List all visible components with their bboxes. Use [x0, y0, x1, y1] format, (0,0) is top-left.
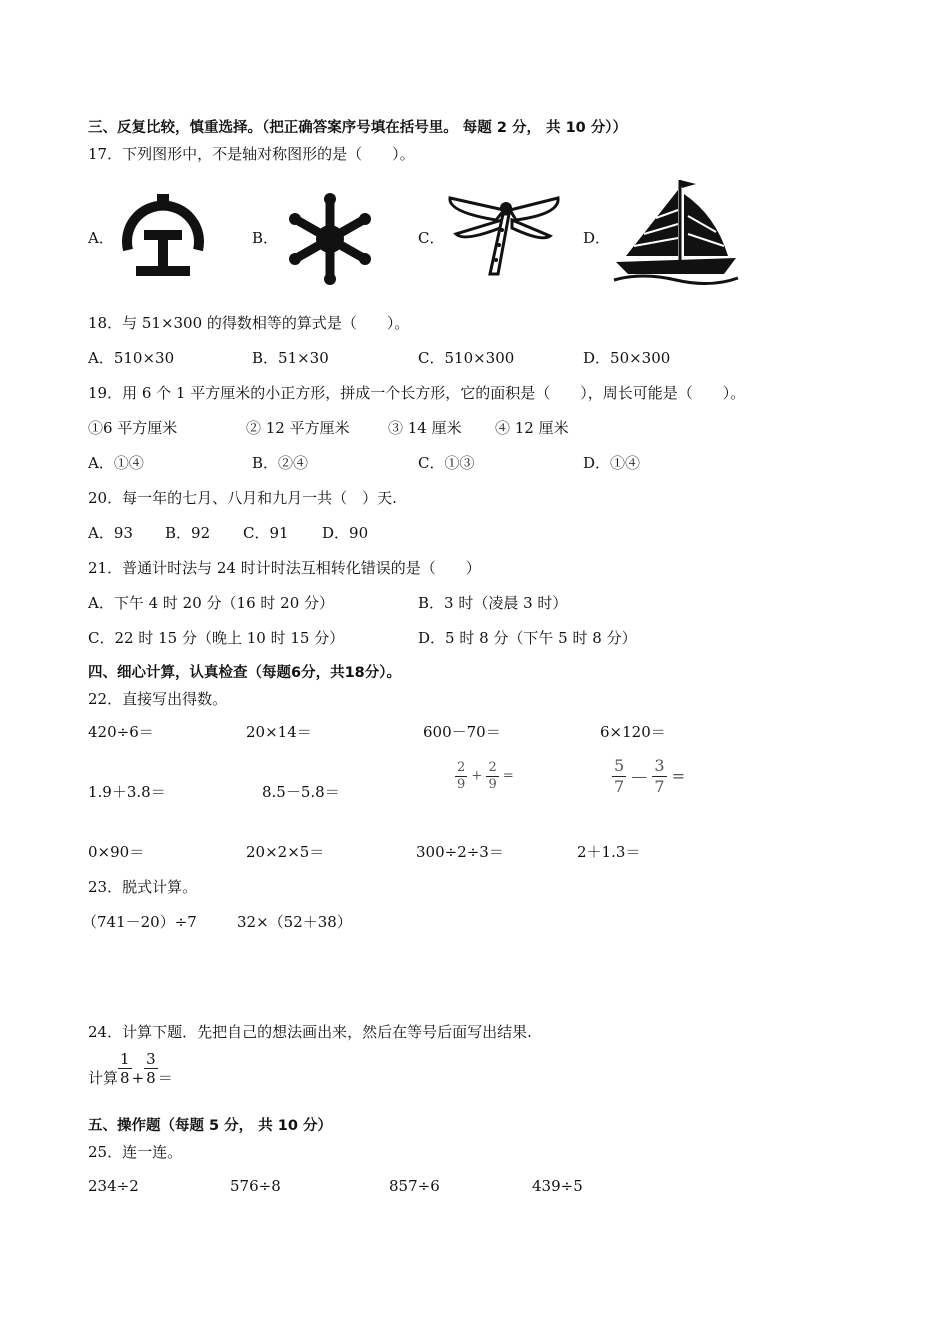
q18-option-a: A．510×30: [88, 349, 175, 367]
q19-item-4: ④ 12 厘米: [495, 419, 569, 437]
section-3-title: 三、反复比较，慎重选择。（把正确答案序号填在括号里。 每题 2 分， 共 10 分））: [88, 120, 628, 136]
q19-stem: 19．用 6 个 1 平方厘米的小正方形，拼成一个长方形，它的面积是（ ），周长可能是（ ）。: [88, 384, 746, 402]
q25-item-4: 439÷5: [532, 1177, 583, 1195]
q20-stem: 20．每一年的七月、八月和九月一共（ ）天.: [88, 489, 397, 507]
section-4-title: 四、细心计算，认真检查（每题6分，共18分）。: [88, 665, 402, 681]
q19-item-1: ①6 平方厘米: [88, 419, 178, 437]
plus-sign: +: [471, 768, 483, 784]
fraction-numerator: 5: [614, 756, 625, 775]
fraction-numerator: 3: [146, 1050, 156, 1068]
fraction-denominator: 7: [614, 777, 625, 796]
q22-fraction-sum: [455, 760, 514, 793]
fraction-numerator: 2: [488, 760, 497, 775]
q25-item-1: 234÷2: [88, 1177, 139, 1195]
section-5-title: 五、操作题（每题 5 分， 共 10 分）: [88, 1118, 333, 1134]
q22-r3-4: 2＋1.3＝: [577, 843, 641, 861]
fraction-numerator: 3: [654, 756, 665, 775]
q22-r1-2: 20×14＝: [246, 723, 312, 741]
q23-item-1: （741－20）÷7: [82, 913, 197, 931]
q18-option-b: B．51×30: [252, 349, 329, 367]
q21-option-c: C．22 时 15 分（晚上 10 时 15 分）: [88, 629, 345, 647]
q17-stem: 17．下列图形中，不是轴对称图形的是（ ）。: [88, 145, 415, 163]
fraction-denominator: 8: [146, 1069, 156, 1087]
fraction-numerator: 1: [120, 1050, 130, 1068]
q19-option-d: D．①④: [583, 454, 641, 472]
q22-r1-1: 420÷6＝: [88, 723, 154, 741]
q22-r1-3: 600－70＝: [423, 723, 501, 741]
q24-prefix: 计算: [88, 1069, 119, 1087]
minus-sign: —: [631, 766, 648, 786]
q20-option-d: D．90: [322, 524, 369, 542]
q22-stem: 22．直接写出得数。: [88, 690, 228, 708]
snowflake-icon: [282, 192, 378, 286]
q18-option-c: C．510×300: [418, 349, 515, 367]
fraction-denominator: 7: [654, 777, 665, 796]
q17-option-a-label: A．: [88, 229, 114, 247]
q19-option-c: C．①③: [418, 454, 475, 472]
fraction-denominator: 9: [457, 777, 466, 792]
fraction-denominator: 8: [120, 1069, 130, 1087]
q22-r3-1: 0×90＝: [88, 843, 145, 861]
equals-sign: =: [671, 766, 686, 786]
fraction-denominator: 9: [488, 777, 497, 792]
q25-stem: 25．连一连。: [88, 1143, 183, 1161]
equals-sign: =: [502, 768, 514, 784]
q25-item-3: 857÷6: [389, 1177, 440, 1195]
q18-option-d: D．50×300: [583, 349, 671, 367]
q20-option-b: B．92: [165, 524, 211, 542]
q21-stem: 21．普通计时法与 24 时计时法互相转化错误的是（ ）: [88, 559, 481, 577]
q23-stem: 23．脱式计算。: [88, 878, 198, 896]
q22-r1-4: 6×120＝: [600, 723, 666, 741]
q22-r3-3: 300÷2÷3＝: [416, 843, 504, 861]
q20-option-a: A．93: [88, 524, 133, 542]
q21-option-d: D．5 时 8 分（下午 5 时 8 分）: [418, 629, 637, 647]
q19-option-a: A．①④: [88, 454, 144, 472]
q22-r2-2: 8.5－5.8＝: [262, 783, 340, 801]
metro-logo-icon: [118, 190, 208, 286]
q19-item-2: ② 12 平方厘米: [246, 419, 350, 437]
q17-option-b-label: B．: [252, 229, 279, 247]
q17-option-c-label: C．: [418, 229, 445, 247]
q19-item-3: ③ 14 厘米: [388, 419, 462, 437]
q18-stem: 18．与 51×300 的得数相等的算式是（ ）。: [88, 314, 410, 332]
q24-stem: 24．计算下题．先把自己的想法画出来，然后在等号后面写出结果.: [88, 1023, 532, 1041]
dragonfly-icon: [446, 190, 562, 286]
fraction-numerator: 2: [457, 760, 466, 775]
q21-option-a: A．下午 4 时 20 分（16 时 20 分）: [88, 594, 335, 612]
q19-option-b: B．②④: [252, 454, 309, 472]
q24-expression: [88, 1050, 173, 1087]
q23-item-2: 32×（52＋38）: [237, 913, 352, 931]
equals-sign: ＝: [157, 1069, 173, 1087]
q20-option-c: C．91: [243, 524, 289, 542]
sailboat-icon: [612, 176, 740, 286]
q22-r2-1: 1.9＋3.8＝: [88, 783, 166, 801]
q22-fraction-diff: [612, 756, 685, 797]
q22-r3-2: 20×2×5＝: [246, 843, 325, 861]
q21-option-b: B．3 时（凌晨 3 时）: [418, 594, 568, 612]
q17-option-d-label: D．: [583, 229, 611, 247]
plus-sign: +: [131, 1069, 145, 1087]
q25-item-2: 576÷8: [230, 1177, 281, 1195]
